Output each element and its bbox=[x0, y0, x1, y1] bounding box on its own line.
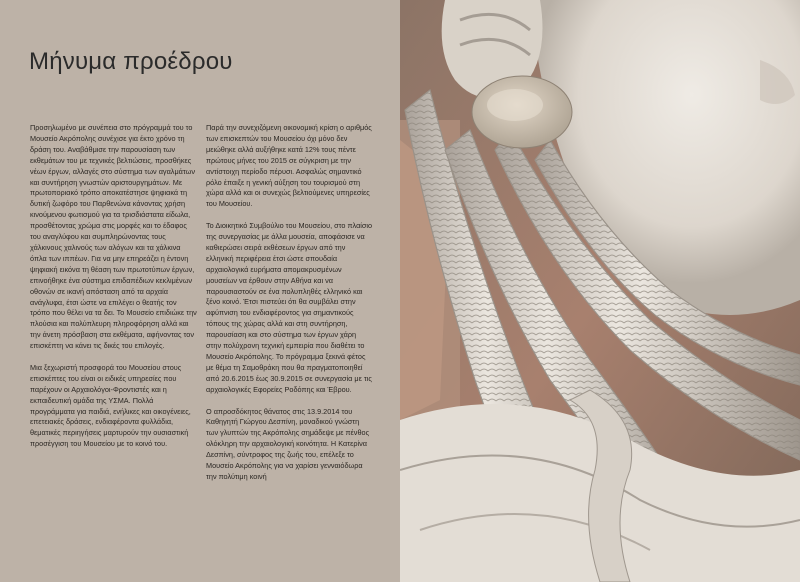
sculpture-photo bbox=[400, 0, 800, 582]
paragraph: Το Διοικητικό Συμβούλιο του Μουσείου, στο πλαίσιο της συνεργασίας με άλλα μουσεία, αποφάσισε να καθιερώσει σειρά εκθέσεων έργων από την ελληνική περιφέρεια έτσι ώστε σπουδαία αρχαιολογικά ευρήματα απομακρυσμένων μουσείων να έρθουν στην Αθήνα και να παρουσιαστούν σε ένα πολυπληθές ελληνικό και ξένο κοινό. Έτσι πιστεύει ότι θα συμβάλει στην αφύπνιση του ενδιαφέροντος για σημαντικούς τόπους της χώρας αλλά και στη συντήρηση, παρουσίαση και στο σύστημα των έργων χάρη στην πολύχρονη τεχνική εμπειρία που διαθέτει το Μουσείο Ακρόπολης. Το πρόγραμμα ξεκινά φέτος με θέμα τη Σαμοθράκη που θα πραγματοποιηθεί από 20.6.2015 έως 30.9.2015 σε συνεργασία με τις αρχαιολογικές Εφορείες Ροδόπης και Έβρου. bbox=[206, 221, 373, 394]
right-text-column bbox=[206, 123, 373, 494]
page-title: Μήνυμα προέδρου bbox=[29, 48, 233, 76]
left-text-column bbox=[30, 123, 197, 461]
paragraph: Προσηλωμένο με συνέπεια στο πρόγραμμά του το Μουσείο Ακρόπολης συνέχισε για έκτο χρόνο τη δράση του. Αναβάθμισε την παρουσίαση των εκθεμάτων του με τεχνικές βελτιώσεις, προσθήκες νέων έργων, αλλαγές στο σύστημα των αγαλμάτων και συντήρηση γνωστών αριστουργημάτων. Με πρωτοποριακό τρόπο αποκατέστησε ψηφιακά τη δυτική ζωφόρο του Παρθενώνα κάνοντας χρήση κινούμενου φωτισμού για τα τρισδιάστατα είδωλα, προσθέτοντας χρώμα στις μορφές και το έδαφος του αναγλύφου και συμπληρώνοντας τους χάλκινους χαλινούς των αλόγων και τα χάλκινα όπλα των ιππέων. Για να μην επηρεάζει η έντονη ψηφιακή εικόνα τη θέαση των πρωτοτύπων έργων, επινοήθηκε ένα σύστημα επιδαπέδιων κεκλιμένων οθονών σε ικανή απόσταση από τα αρχαία ανάγλυφα, έτσι ώστε να επιλέγει ο θεατής τον τρόπο που θέλει να τα δει. Το Μουσείο επιδιώκε την πλούσια και πολύπλευρη πληροφόρηση αλλά και την άνετη πρόσβαση στα εκθέματα, αφήνοντας τον επισκέπτη να κάνει τις δικές του επιλογές. bbox=[30, 123, 197, 351]
paragraph: Ο απροσδόκητος θάνατος στις 13.9.2014 του Καθηγητή Γιώργου Δεσπίνη, μοναδικού γνώστη των γλυπτών της Ακρόπολης σημάδεψε με πένθος ολόκληρη την αρχαιολογική κοινότητα. Η Κατερίνα Δεσπίνη, σύντροφος της ζωής του, επέλεξε το Μουσείο Ακρόπολης για να χαρίσει γενναιόδωρα την πολύτιμη κοινή bbox=[206, 406, 370, 481]
paragraph: Μια ξεχωριστή προσφορά του Μουσείου στους επισκέπτες του είναι οι ειδικές υπηρεσίες που παρέχουν οι Αρχαιολόγοι-Φροντιστές και η εκπαιδευτική ομάδα της ΥΣΜΑ. Πολλά προγράμματα για παιδιά, ενήλικες και οικογένειες, επετειακές δράσεις, ενδιαφέροντα φυλλάδια, θεματικές περιηγήσεις μαρτυρούν την ουσιαστική προσέγγιση του Μουσείου με το κοινό του. bbox=[30, 362, 191, 449]
paragraph: Παρά την συνεχιζόμενη οικονομική κρίση ο αριθμός των επισκεπτών του Μουσείου όχι μόνο δεν μειώθηκε αλλά αυξήθηκε κατά 12% τους πέντε πρώτους μήνες του 2015 σε σύγκριση με την αντίστοιχη περίοδο πέρυσι. Ασφαλώς σημαντικό ρόλο έπαιξε η γενική αύξηση του τουρισμού στη χώρα αλλά και οι συνεχώς βελτιούμενες υπηρεσίες του Μουσείου. bbox=[206, 123, 372, 209]
